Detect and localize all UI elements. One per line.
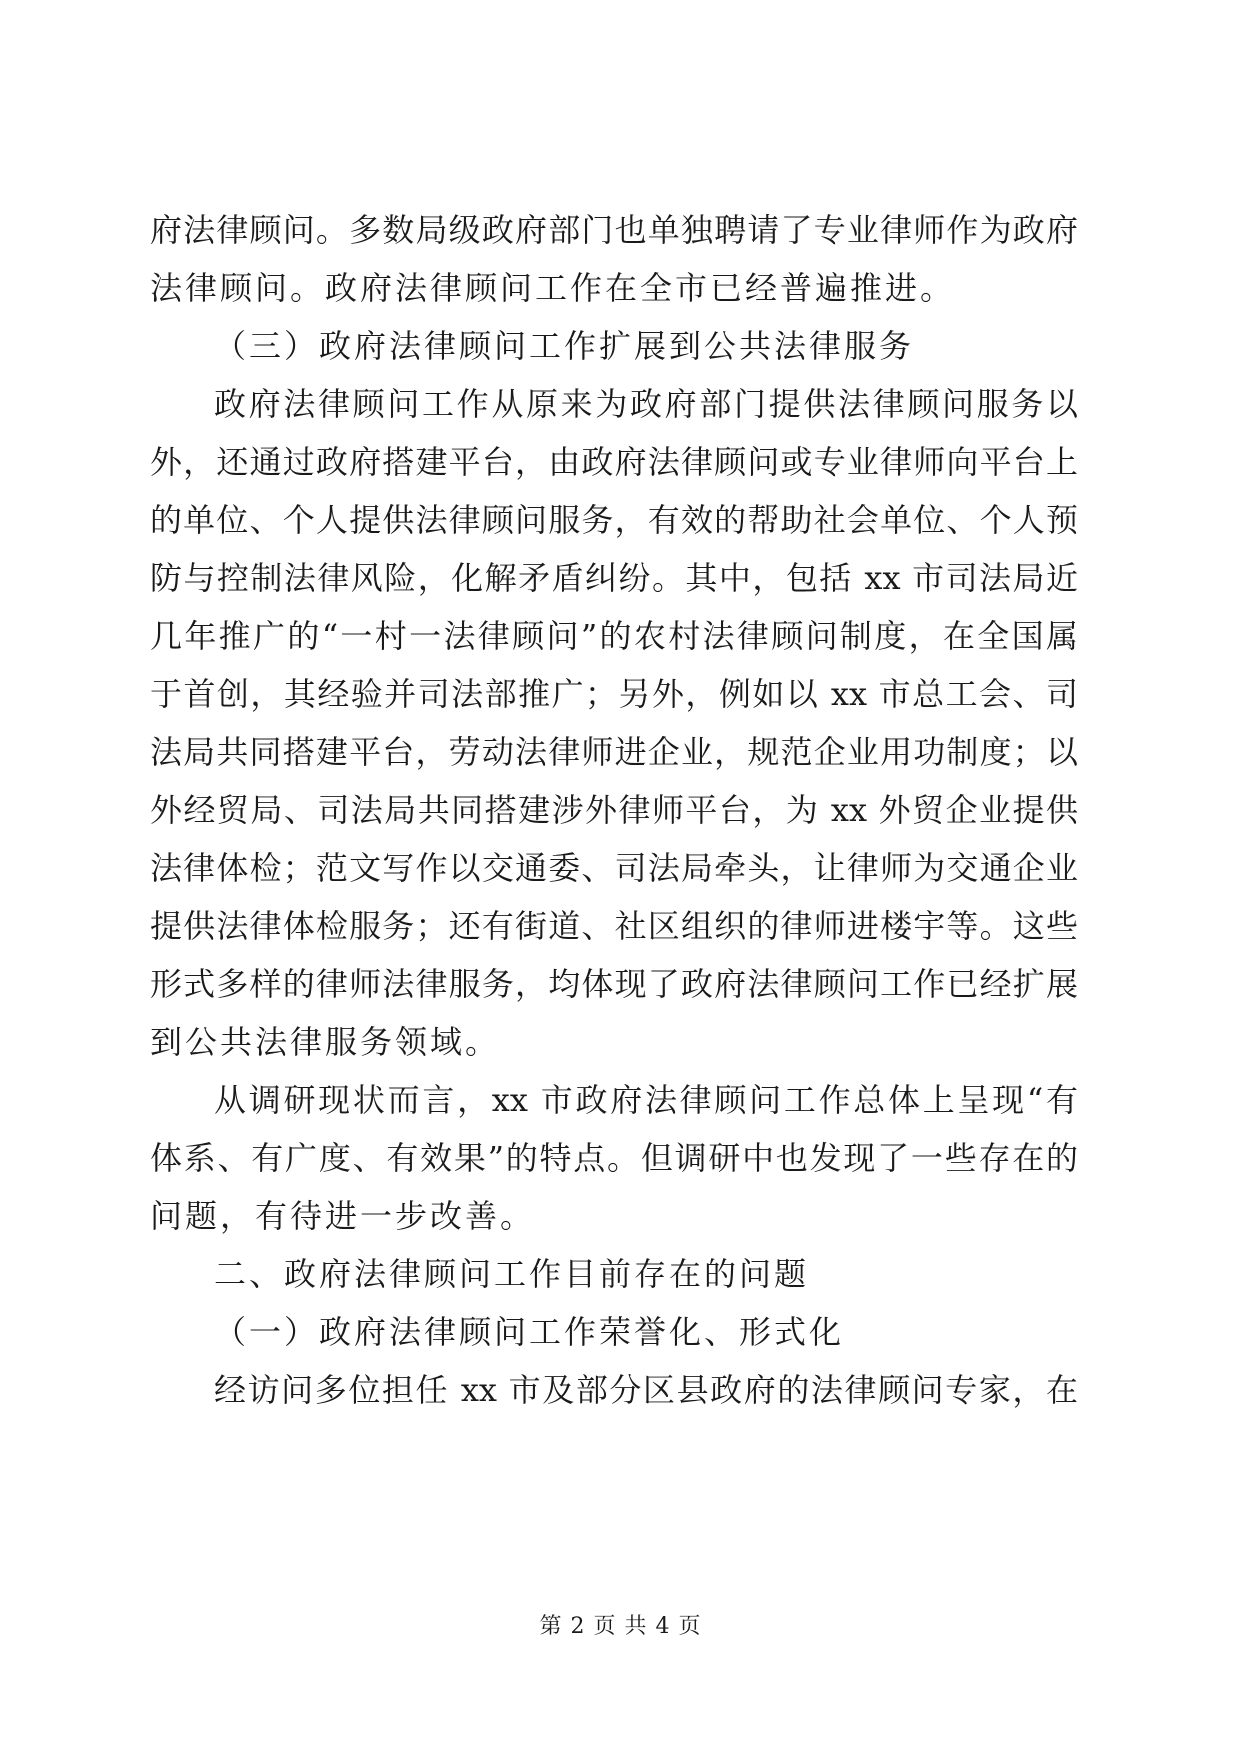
body-text-line: 的单位、个人提供法律顾问服务，有效的帮助社会单位、个人预 <box>150 501 1078 539</box>
section-heading: （三）政府法律顾问工作扩展到公共法律服务 <box>214 327 915 365</box>
body-text-line: 到公共法律服务领域。 <box>150 1023 501 1061</box>
body-text-line: 府法律顾问。多数局级政府部门也单独聘请了专业律师作为政府 <box>150 211 1078 249</box>
body-text-line: 外经贸局、司法局共同搭建涉外律师平台，为 xx 外贸企业提供 <box>150 791 1078 829</box>
section-heading: 二、政府法律顾问工作目前存在的问题 <box>214 1255 810 1293</box>
body-text-line: 法律体检；范文写作以交通委、司法局牵头，让律师为交通企业 <box>150 849 1078 887</box>
body-text-line: 法律顾问。政府法律顾问工作在全市已经普遍推进。 <box>150 269 956 307</box>
body-text-line: 经访问多位担任 xx 市及部分区县政府的法律顾问专家，在 <box>214 1371 1078 1409</box>
body-text-line: 于首创，其经验并司法部推广；另外，例如以 xx 市总工会、司 <box>150 675 1078 713</box>
body-text-line: 形式多样的律师法律服务，均体现了政府法律顾问工作已经扩展 <box>150 965 1078 1003</box>
body-text-line: 从调研现状而言，xx 市政府法律顾问工作总体上呈现“有 <box>214 1081 1078 1119</box>
body-text-line: 提供法律体检服务；还有街道、社区组织的律师进楼宇等。这些 <box>150 907 1078 945</box>
body-text-line: 防与控制法律风险，化解矛盾纠纷。其中，包括 xx 市司法局近 <box>150 559 1078 597</box>
body-text-line: 法局共同搭建平台，劳动法律师进企业，规范企业用功制度；以 <box>150 733 1078 771</box>
body-text-line: 外，还通过政府搭建平台，由政府法律顾问或专业律师向平台上 <box>150 443 1078 481</box>
body-text-line: 体系、有广度、有效果”的特点。但调研中也发现了一些存在的 <box>150 1139 1078 1177</box>
body-text-line: 几年推广的“一村一法律顾问”的农村法律顾问制度，在全国属 <box>150 617 1078 655</box>
body-text-line: 政府法律顾问工作从原来为政府部门提供法律顾问服务以 <box>214 385 1078 423</box>
subsection-heading: （一）政府法律顾问工作荣誉化、形式化 <box>214 1313 845 1351</box>
page-number-footer: 第 2 页 共 4 页 <box>539 1614 702 1639</box>
body-text-line: 问题，有待进一步改善。 <box>150 1197 536 1235</box>
